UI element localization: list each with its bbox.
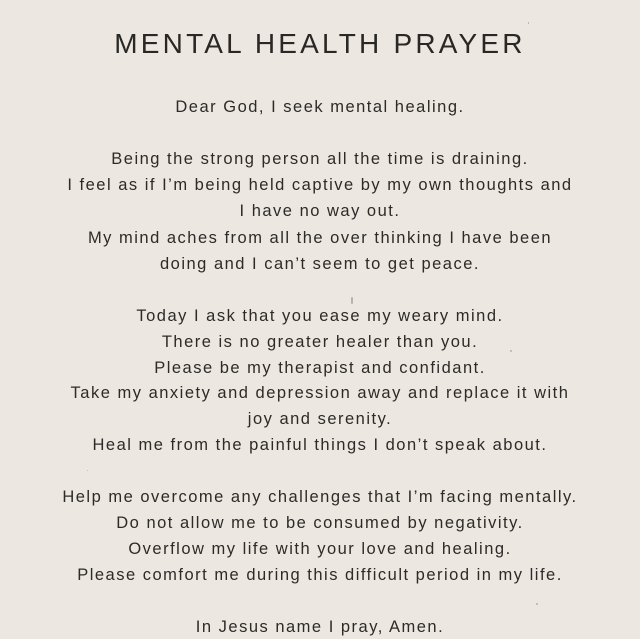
prayer-line: Please comfort me during this difficult period in my life. <box>77 566 563 584</box>
prayer-line: Take my anxiety and depression away and replace it with <box>70 384 570 402</box>
prayer-line: In Jesus name I pray, Amen. <box>195 618 445 636</box>
prayer-line: I feel as if I’m being held captive by my own thoughts and <box>67 176 573 194</box>
page-title: MENTAL HEALTH PRAYER <box>114 28 526 59</box>
prayer-line: Please be my therapist and confidant. <box>154 359 486 377</box>
prayer-line: Overflow my life with your love and healing. <box>128 540 512 558</box>
paper-speck <box>87 470 88 471</box>
paper-speck <box>536 603 538 605</box>
paper-speck <box>510 350 512 352</box>
paper-speck <box>351 297 353 304</box>
prayer-line: My mind aches from all the over thinking I have been <box>87 229 553 247</box>
prayer-line: joy and serenity. <box>247 410 393 428</box>
prayer-line: I have no way out. <box>239 202 401 220</box>
prayer-line: Do not allow me to be consumed by negativity. <box>116 514 524 532</box>
prayer-line: Being the strong person all the time is draining. <box>111 150 529 168</box>
paper-speck <box>528 22 529 24</box>
prayer-line: Dear God, I seek mental healing. <box>175 98 465 116</box>
prayer-line: Today I ask that you ease my weary mind. <box>136 307 504 325</box>
prayer-line: Heal me from the painful things I don’t speak about. <box>92 436 548 454</box>
prayer-line: doing and I can’t seem to get peace. <box>159 255 480 273</box>
prayer-line: Help me overcome any challenges that I’m facing mentally. <box>62 488 578 506</box>
prayer-line: There is no greater healer than you. <box>161 333 479 351</box>
